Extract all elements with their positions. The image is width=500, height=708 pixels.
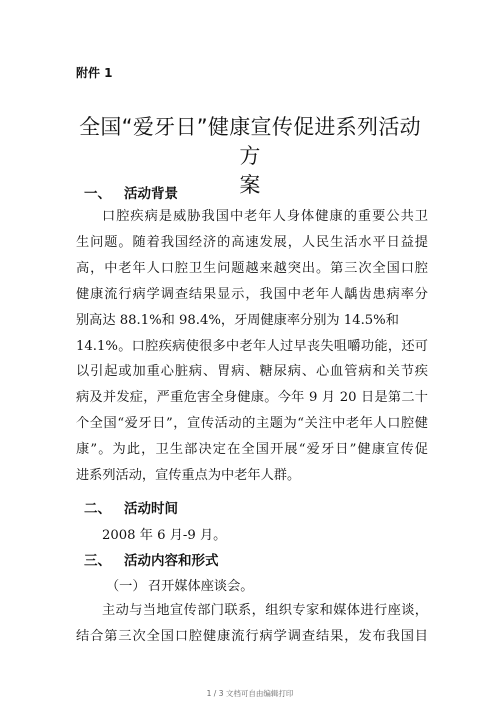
paragraph-line: 别高达 88.1%和 98.4%，牙周健康率分别为 14.5%和 [76, 312, 399, 328]
section-title: 活动内容和形式 [124, 553, 219, 569]
section-title: 活动时间 [124, 501, 178, 517]
paragraph-line: 高，中老年人口腔卫生问题越来越突出。第三次全国口腔 [76, 260, 428, 276]
title-line-1: 全国“爱牙日”健康宣传促进系列活动方 [79, 115, 421, 168]
paragraph-line: 14.1%。口腔疾病使很多中老年人过早丧失咀嚼功能，还可 [76, 338, 428, 354]
paragraph-line: 结合第三次全国口腔健康流行病学调查结果，发布我国目 [76, 628, 428, 644]
subsection-title: 召开媒体座谈会。 [148, 579, 254, 594]
section-heading-background [84, 182, 178, 202]
subsection-heading [106, 575, 254, 594]
section-heading-content [84, 549, 219, 569]
paragraph-line: 康”。为此，卫生部决定在全国开展“爱牙日”健康宣传促 [76, 442, 428, 458]
paragraph-line: 进系列活动，宣传重点为中老年人群。 [76, 468, 301, 484]
paragraph-line: 个全国“爱牙日”，宣传活动的主题为“关注中老年人口腔健 [76, 416, 428, 432]
section-number: 一、 [84, 186, 111, 202]
paragraph-line: 健康流行病学调查结果显示，我国中老年人龋齿患病率分 [76, 286, 428, 302]
paragraph-line: 生问题。随着我国经济的高速发展，人民生活水平日益提 [76, 234, 428, 250]
paragraph-line: 以引起或加重心脏病、胃病、糖尿病、心血管病和关节疾 [76, 364, 428, 380]
section-number: 三、 [84, 553, 111, 569]
section-title: 活动背景 [124, 186, 178, 202]
paragraph-line: 病及并发症，严重危害全身健康。今年 9 月 20 日是第二十 [76, 390, 428, 406]
paragraph-line: 主动与当地宣传部门联系，组织专家和媒体进行座谈， [102, 603, 428, 618]
attachment-label: 附件 1 [76, 66, 113, 80]
background-paragraph [76, 204, 428, 489]
title-line-2: 案 [239, 173, 261, 197]
section-heading-time [84, 497, 178, 517]
paragraph-line: 口腔疾病是威胁我国中老年人身体健康的重要公共卫 [102, 209, 428, 224]
activity-time-text: 2008 年 6 月-9 月。 [102, 528, 227, 543]
subsection-number: （一） [106, 579, 146, 594]
page-footer: 1 / 3 文档可自由编辑打印 [206, 689, 294, 698]
section-number: 二、 [84, 501, 111, 517]
content-paragraph [76, 598, 428, 650]
